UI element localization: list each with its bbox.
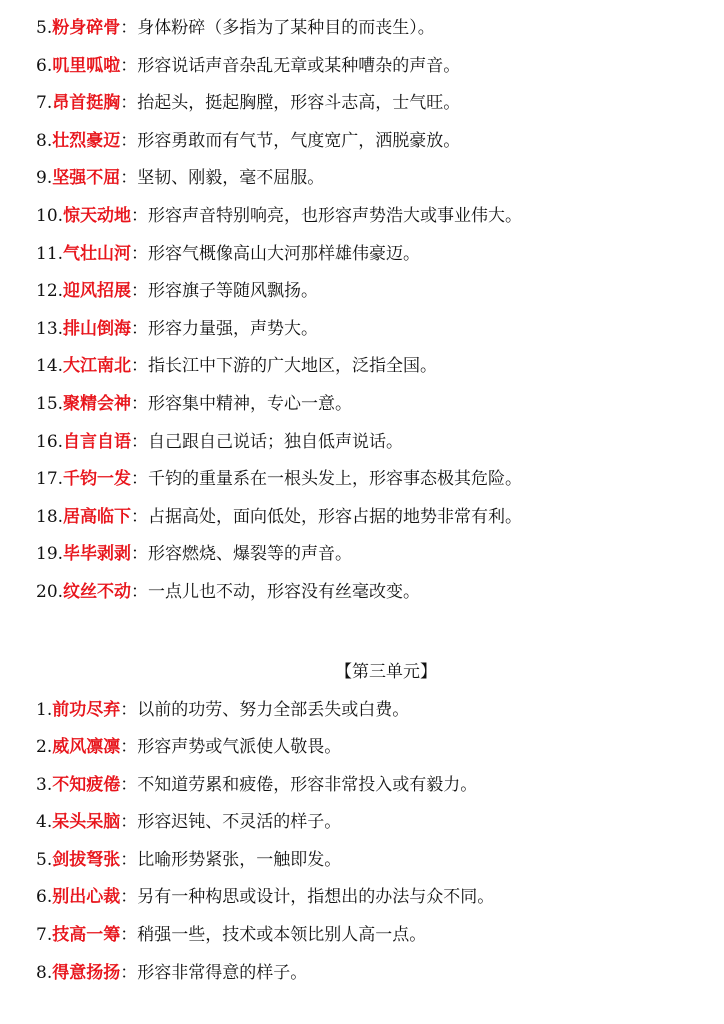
entry-number: 15. <box>36 393 64 414</box>
idiom-entry <box>36 574 706 612</box>
entry-separator: ： <box>131 469 149 490</box>
idiom-definition: 另有一种构思或设计，指想出的办法与众不同。 <box>137 887 495 908</box>
idiom-entry <box>36 85 706 123</box>
idiom-entry <box>36 10 706 48</box>
idiom-definition: 不知道劳累和疲倦，形容非常投入或有毅力。 <box>137 774 478 795</box>
idiom-term: 坚强不屈 <box>52 168 121 189</box>
entry-number: 8. <box>36 130 53 151</box>
idiom-entry <box>36 917 706 955</box>
entry-separator: ： <box>131 281 149 302</box>
idiom-definition: 形容旗子等随风飘扬。 <box>148 281 319 302</box>
idiom-definition: 一点儿也不动，形容没有丝毫改变。 <box>148 581 421 602</box>
entry-separator: ： <box>131 243 149 264</box>
idiom-definition: 形容力量强，声势大。 <box>148 318 319 339</box>
idiom-entry <box>36 879 706 917</box>
idiom-term: 昂首挺胸 <box>52 93 121 114</box>
entry-separator: ： <box>131 581 149 602</box>
entry-separator: ： <box>120 887 138 908</box>
idiom-definition: 形容迟钝、不灵活的样子。 <box>137 812 342 833</box>
entry-number: 5. <box>36 18 53 38</box>
entry-separator: ： <box>131 393 149 414</box>
idiom-term: 威风凛凛 <box>52 737 121 758</box>
idiom-term: 呆头呆脑 <box>52 812 121 833</box>
idiom-term: 叽里呱啦 <box>52 55 121 76</box>
idiom-term: 剑拔弩张 <box>52 849 121 870</box>
entry-separator: ： <box>120 18 138 38</box>
entry-number: 9. <box>36 168 53 189</box>
entry-number: 18. <box>36 506 64 527</box>
entry-number: 7. <box>36 93 53 114</box>
idiom-entry <box>36 386 706 424</box>
idiom-term: 粉身碎骨 <box>52 18 121 38</box>
section-b-list <box>36 692 706 993</box>
idiom-definition: 指长江中下游的广大地区，泛指全国。 <box>148 356 438 377</box>
idiom-entry <box>36 955 706 993</box>
entry-number: 17. <box>36 469 64 490</box>
entry-number: 1. <box>36 699 53 720</box>
entry-separator: ： <box>120 849 138 870</box>
entry-number: 8. <box>36 962 53 983</box>
idiom-term: 纹丝不动 <box>63 581 132 602</box>
idiom-definition: 形容气概像高山大河那样雄伟豪迈。 <box>148 243 421 264</box>
idiom-entry <box>36 767 706 805</box>
section-gap <box>36 612 706 652</box>
entry-separator: ： <box>131 205 149 226</box>
idiom-definition: 形容说话声音杂乱无章或某种嘈杂的声音。 <box>137 55 461 76</box>
idiom-term: 壮烈豪迈 <box>52 130 121 151</box>
entry-separator: ： <box>131 431 149 452</box>
entry-number: 6. <box>36 887 53 908</box>
idiom-entry <box>36 311 706 349</box>
entry-number: 11. <box>36 243 64 264</box>
idiom-document <box>36 10 706 992</box>
entry-separator: ： <box>120 962 138 983</box>
entry-number: 14. <box>36 356 64 377</box>
entry-number: 6. <box>36 55 53 76</box>
idiom-definition: 占据高处，面向低处，形容占据的地势非常有利。 <box>148 506 523 527</box>
idiom-term: 毕毕剥剥 <box>63 544 132 565</box>
entry-number: 4. <box>36 812 53 833</box>
section-heading: 【第三单元】 <box>335 661 437 682</box>
idiom-definition: 形容集中精神，专心一意。 <box>148 393 353 414</box>
idiom-entry <box>36 692 706 730</box>
idiom-term: 自言自语 <box>63 431 132 452</box>
idiom-term: 迎风招展 <box>63 281 132 302</box>
entry-number: 20. <box>36 581 64 602</box>
idiom-definition: 比喻形势紧张，一触即发。 <box>137 849 342 870</box>
entry-number: 7. <box>36 925 53 946</box>
entry-separator: ： <box>120 737 138 758</box>
entry-number: 10. <box>36 205 64 226</box>
idiom-entry <box>36 729 706 767</box>
entry-number: 5. <box>36 849 53 870</box>
entry-number: 13. <box>36 318 64 339</box>
idiom-term: 别出心裁 <box>52 887 121 908</box>
idiom-entry <box>36 461 706 499</box>
entry-number: 12. <box>36 281 64 302</box>
entry-number: 16. <box>36 431 64 452</box>
idiom-definition: 形容燃烧、爆裂等的声音。 <box>148 544 353 565</box>
idiom-term: 千钧一发 <box>63 469 132 490</box>
idiom-term: 前功尽弃 <box>52 699 121 720</box>
idiom-entry <box>36 804 706 842</box>
entry-separator: ： <box>131 356 149 377</box>
idiom-definition: 稍强一些，技术或本领比别人高一点。 <box>137 925 427 946</box>
entry-separator: ： <box>120 774 138 795</box>
idiom-definition: 形容勇敢而有气节，气度宽广，洒脱豪放。 <box>137 130 461 151</box>
entry-number: 19. <box>36 544 64 565</box>
idiom-entry <box>36 160 706 198</box>
idiom-entry <box>36 424 706 462</box>
entry-separator: ： <box>120 55 138 76</box>
idiom-entry <box>36 499 706 537</box>
idiom-term: 得意扬扬 <box>52 962 121 983</box>
idiom-entry <box>36 536 706 574</box>
idiom-definition: 身体粉碎（多指为了某种目的而丧生）。 <box>137 18 435 38</box>
entry-separator: ： <box>120 812 138 833</box>
idiom-definition: 以前的功劳、努力全部丢失或白费。 <box>137 699 410 720</box>
entry-separator: ： <box>120 925 138 946</box>
entry-number: 3. <box>36 774 53 795</box>
idiom-definition: 自己跟自己说话；独自低声说话。 <box>148 431 404 452</box>
idiom-definition: 形容非常得意的样子。 <box>137 962 308 983</box>
entry-separator: ： <box>120 699 138 720</box>
idiom-definition: 千钧的重量系在一根头发上，形容事态极其危险。 <box>148 469 523 490</box>
entry-separator: ： <box>131 318 149 339</box>
entry-separator: ： <box>120 168 138 189</box>
entry-separator: ： <box>131 544 149 565</box>
idiom-entry <box>36 273 706 311</box>
entry-separator: ： <box>120 93 138 114</box>
idiom-entry <box>36 236 706 274</box>
entry-number: 2. <box>36 737 53 758</box>
entry-separator: ： <box>131 506 149 527</box>
idiom-entry <box>36 123 706 161</box>
section-a-list <box>36 10 706 612</box>
idiom-term: 技高一筹 <box>52 925 121 946</box>
idiom-definition: 形容声势或气派使人敬畏。 <box>137 737 342 758</box>
idiom-term: 居高临下 <box>63 506 132 527</box>
idiom-definition: 形容声音特别响亮，也形容声势浩大或事业伟大。 <box>148 205 523 226</box>
idiom-entry <box>36 348 706 386</box>
idiom-term: 气壮山河 <box>63 243 132 264</box>
idiom-term: 排山倒海 <box>63 318 132 339</box>
idiom-term: 大江南北 <box>63 356 132 377</box>
idiom-definition: 抬起头，挺起胸膛，形容斗志高，士气旺。 <box>137 93 461 114</box>
idiom-term: 惊天动地 <box>63 205 132 226</box>
idiom-entry <box>36 198 706 236</box>
idiom-entry <box>36 48 706 86</box>
idiom-term: 不知疲倦 <box>52 774 121 795</box>
idiom-entry <box>36 842 706 880</box>
entry-separator: ： <box>120 130 138 151</box>
idiom-term: 聚精会神 <box>63 393 132 414</box>
idiom-definition: 坚韧、刚毅，毫不屈服。 <box>137 168 325 189</box>
